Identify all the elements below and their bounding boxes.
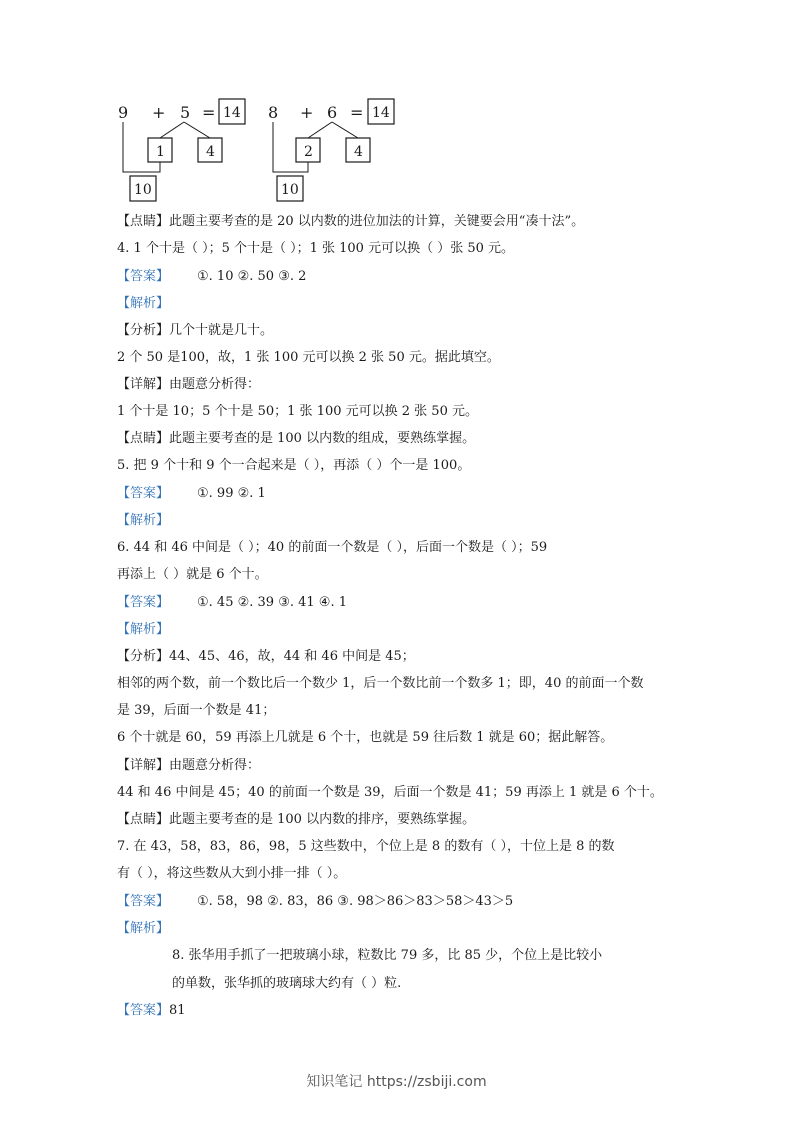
right-addend-b: 6: [327, 103, 338, 122]
answer-6-values: ①. 45 ②. 39 ③. 41 ④. 1: [197, 595, 347, 610]
left-equation: [118, 99, 245, 201]
left-equals: =: [202, 103, 216, 122]
jiexi-7: 【解析】: [117, 921, 170, 936]
question-5: 5. 把 9 个十和 9 个一合起来是（ ），再添（ ）个一是 100。: [117, 458, 471, 473]
question-8-cont: 的单数，张华抓的玻璃球大约有（ ）粒.: [172, 976, 402, 991]
right-plus: +: [300, 103, 314, 122]
right-split-2: 4: [354, 144, 363, 160]
xiangjie-4-detail: 1 个十是 10；5 个十是 50；1 张 100 元可以换 2 张 50 元。: [117, 404, 478, 419]
answer-5: [117, 485, 266, 503]
answer-tag: 【答案】: [117, 1003, 170, 1018]
dianjing-4: 【点睛】此题主要考查的是 100 以内数的组成，要熟练掌握。: [117, 431, 476, 446]
fenxi-4: 【分析】几个十就是几十。: [117, 323, 274, 338]
answer-7: [117, 893, 513, 911]
right-split-1: 2: [304, 144, 313, 160]
fenxi-6-detail-3: 6 个十就是 60，59 再添上几就是 6 个十，也就是 59 往后数 1 就是 60；据此解答。: [117, 730, 614, 745]
left-result: 14: [223, 105, 241, 121]
question-7-cont: 有（ ），将这些数从大到小排一排（ ）。: [117, 866, 347, 881]
jiexi-6: 【解析】: [117, 622, 170, 637]
xiangjie-4: 【详解】由题意分析得：: [117, 377, 261, 392]
question-6: 6. 44 和 46 中间是（ ）；40 的前面一个数是（ ），后面一个数是（ ）；59: [117, 540, 548, 555]
jiexi-5: 【解析】: [117, 513, 170, 528]
left-ten: 10: [134, 182, 152, 198]
make-ten-diagram: [110, 92, 410, 207]
answer-tag: 【答案】: [117, 894, 170, 909]
answer-tag: 【答案】: [117, 595, 170, 610]
dianjing-6: 【点睛】此题主要考查的是 100 以内数的排序，要熟练掌握。: [117, 812, 476, 827]
answer-tag: 【答案】: [117, 269, 170, 284]
right-ten: 10: [281, 182, 299, 198]
question-4: 4. 1 个十是（ ）；5 个十是（ ）；1 张 100 元可以换（ ）张 50 元。: [117, 241, 515, 256]
fenxi-6-detail-2: 是 39，后面一个数是 41；: [117, 703, 276, 718]
left-addend-b: 5: [180, 103, 191, 122]
answer-8-value: 81: [169, 1003, 186, 1018]
left-plus: +: [152, 103, 166, 122]
question-8: 8. 张华用手抓了一把玻璃小球，粒数比 79 多，比 85 少，个位上是比较小: [172, 948, 603, 963]
answer-5-values: ①. 99 ②. 1: [197, 486, 266, 501]
fenxi-6: 【分析】44、45、46，故，44 和 46 中间是 45；: [117, 649, 415, 664]
right-result: 14: [372, 105, 390, 121]
xiangjie-6: 【详解】由题意分析得：: [117, 758, 261, 773]
left-split-2: 4: [206, 144, 215, 160]
answer-4: [117, 268, 306, 286]
right-addend-a: 8: [268, 103, 279, 122]
left-split-1: 1: [156, 144, 165, 160]
answer-tag: 【答案】: [117, 486, 170, 501]
question-6-cont: 再添上（ ）就是 6 个十。: [117, 567, 268, 582]
answer-6: [117, 594, 347, 612]
dianjing-q3: 【点睛】此题主要考查的是 20 以内数的进位加法的计算，关键要会用“凑十法”。: [117, 214, 585, 229]
right-equals: =: [350, 103, 364, 122]
answer-8: [117, 1002, 186, 1020]
fenxi-6-detail: 相邻的两个数，前一个数比后一个数少 1，后一个数比前一个数多 1；即，40 的前面一个数: [117, 676, 644, 691]
xiangjie-6-detail: 44 和 46 中间是 45；40 的前面一个数是 39，后面一个数是 41；59 再添上 1 就是 6 个十。: [117, 785, 663, 800]
answer-4-values: ①. 10 ②. 50 ③. 2: [197, 269, 307, 284]
footer-watermark: 知识笔记 https://zsbiji.com: [306, 1074, 487, 1090]
jiexi-4: 【解析】: [117, 296, 170, 311]
right-equation: [268, 99, 394, 201]
fenxi-4-detail: 2 个 50 是100，故，1 张 100 元可以换 2 张 50 元。据此填空。: [117, 350, 500, 365]
answer-7-values: ①. 58，98 ②. 83，86 ③. 98＞86＞83＞58＞43＞5: [197, 894, 514, 909]
question-7: 7. 在 43，58，83，86，98，5 这些数中，个位上是 8 的数有（ ），十位上是 8 的数: [117, 839, 615, 854]
left-addend-a: 9: [118, 103, 129, 122]
